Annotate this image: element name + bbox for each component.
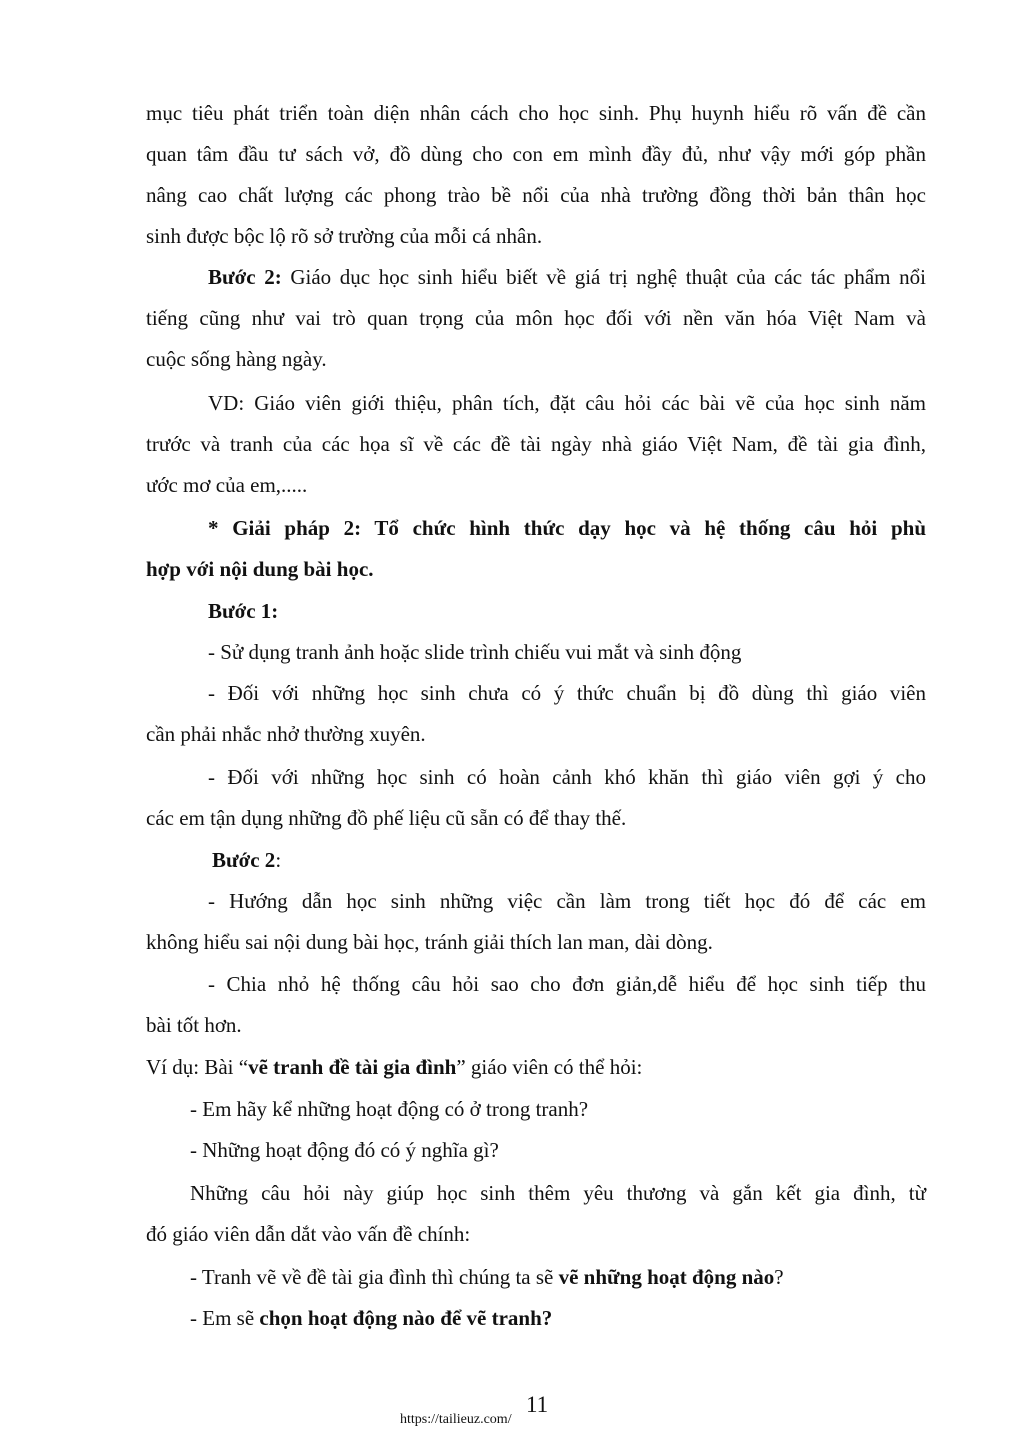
bold-text: chọn hoạt động nào để vẽ tranh? <box>259 1306 553 1330</box>
bold-text: * Giải pháp 2: Tổ chức hình thức dạy học và hệ thống câu hỏi phù <box>208 516 926 540</box>
bold-text: hợp với nội dung bài học. <box>146 557 374 581</box>
text-run: - Sử dụng tranh ảnh hoặc slide trình chiếu vui mắt và sinh động <box>208 640 742 664</box>
document-page <box>146 0 926 1447</box>
text-run: đó giáo viên dẫn dắt vào vấn đề chính: <box>146 1222 471 1246</box>
paragraph-line <box>146 223 926 249</box>
step-heading-line <box>146 264 926 290</box>
paragraph-line <box>146 472 926 498</box>
text-run: : <box>275 848 282 872</box>
text-run: sinh được bộc lộ rõ sở trường của mỗi cá nhân. <box>146 224 543 248</box>
question-line <box>146 1264 926 1290</box>
text-run: quan tâm đầu tư sách vở, đồ dùng cho con em mình đầy đủ, như vậy mới góp phần <box>146 142 926 166</box>
text-run: - Những hoạt động đó có ý nghĩa gì? <box>190 1138 499 1162</box>
question-line <box>146 1137 926 1163</box>
paragraph-line <box>146 141 926 167</box>
text-run: Giáo dục học sinh hiểu biết về giá trị nghệ thuật của các tác phẩm nổi <box>281 265 926 289</box>
text-run: - Đối với những học sinh chưa có ý thức chuẩn bị đồ dùng thì giáo viên <box>208 681 926 705</box>
paragraph-line <box>146 929 926 955</box>
paragraph-line <box>146 1012 926 1038</box>
text-run: ước mơ của em,..... <box>146 473 308 497</box>
paragraph-line <box>146 721 926 747</box>
bullet-line <box>146 888 926 914</box>
bullet-line <box>146 639 926 665</box>
page-number: 11 <box>526 1392 549 1417</box>
question-line <box>146 1305 926 1331</box>
text-run: - Hướng dẫn học sinh những việc cần làm trong tiết học đó để các em <box>208 889 926 913</box>
step-heading <box>146 598 926 624</box>
solution-heading-line <box>146 556 926 582</box>
paragraph-line <box>146 390 926 416</box>
paragraph-line <box>146 431 926 457</box>
step-heading <box>146 847 926 873</box>
bold-text: vẽ tranh đề tài gia đình <box>248 1055 457 1079</box>
text-run: cần phải nhắc nhở thường xuyên. <box>146 722 426 746</box>
text-run: - Đối với những học sinh có hoàn cảnh khó khăn thì giáo viên gợi ý cho <box>208 765 926 789</box>
text-run: các em tận dụng những đồ phế liệu cũ sẵn có để thay thế. <box>146 806 627 830</box>
paragraph-line <box>146 805 926 831</box>
text-run: tiếng cũng như vai trò quan trọng của môn học đối với nền văn hóa Việt Nam và <box>146 306 926 330</box>
text-run: nâng cao chất lượng các phong trào bề nổi của nhà trường đồng thời bản thân học <box>146 183 926 207</box>
bold-text: Bước 1: <box>208 599 279 623</box>
text-run: - Tranh vẽ về đề tài gia đình thì chúng ta sẽ <box>190 1265 559 1289</box>
text-run: Ví dụ: Bài “ <box>146 1055 249 1079</box>
paragraph-line <box>146 1221 926 1247</box>
text-run: - Em sẽ <box>190 1306 260 1330</box>
text-run: - Chia nhỏ hệ thống câu hỏi sao cho đơn giản,dễ hiểu để học sinh tiếp thu <box>208 972 926 996</box>
paragraph-line <box>146 182 926 208</box>
paragraph-line <box>146 346 926 372</box>
text-run: VD: Giáo viên giới thiệu, phân tích, đặt câu hỏi các bài vẽ của học sinh năm <box>208 391 926 415</box>
text-run: ? <box>774 1265 784 1289</box>
bold-text: Bước 2: <box>208 265 282 289</box>
text-run: bài tốt hơn. <box>146 1013 242 1037</box>
example-line <box>146 1054 926 1080</box>
text-run: Những câu hỏi này giúp học sinh thêm yêu thương và gắn kết gia đình, từ <box>190 1181 926 1205</box>
paragraph-line <box>146 100 926 126</box>
bold-text: vẽ những hoạt động nào <box>558 1265 775 1289</box>
question-line <box>146 1096 926 1122</box>
text-run: - Em hãy kể những hoạt động có ở trong tranh? <box>190 1097 589 1121</box>
text-run: ” giáo viên có thể hỏi: <box>456 1055 643 1079</box>
text-run: trước và tranh của các họa sĩ về các đề tài ngày nhà giáo Việt Nam, đề tài gia đình, <box>146 432 926 456</box>
footer-url[interactable]: https://tailieuz.com/ <box>400 1412 512 1427</box>
text-run: cuộc sống hàng ngày. <box>146 347 327 371</box>
text-run: mục tiêu phát triển toàn diện nhân cách cho học sinh. Phụ huynh hiểu rõ vấn đề cần <box>146 101 926 125</box>
bullet-line <box>146 680 926 706</box>
bullet-line <box>146 971 926 997</box>
bullet-line <box>146 764 926 790</box>
paragraph-line <box>146 305 926 331</box>
bold-text: Bước 2 <box>212 848 276 872</box>
text-run: không hiểu sai nội dung bài học, tránh giải thích lan man, dài dòng. <box>146 930 713 954</box>
solution-heading-line <box>146 515 926 541</box>
paragraph-line <box>146 1180 926 1206</box>
